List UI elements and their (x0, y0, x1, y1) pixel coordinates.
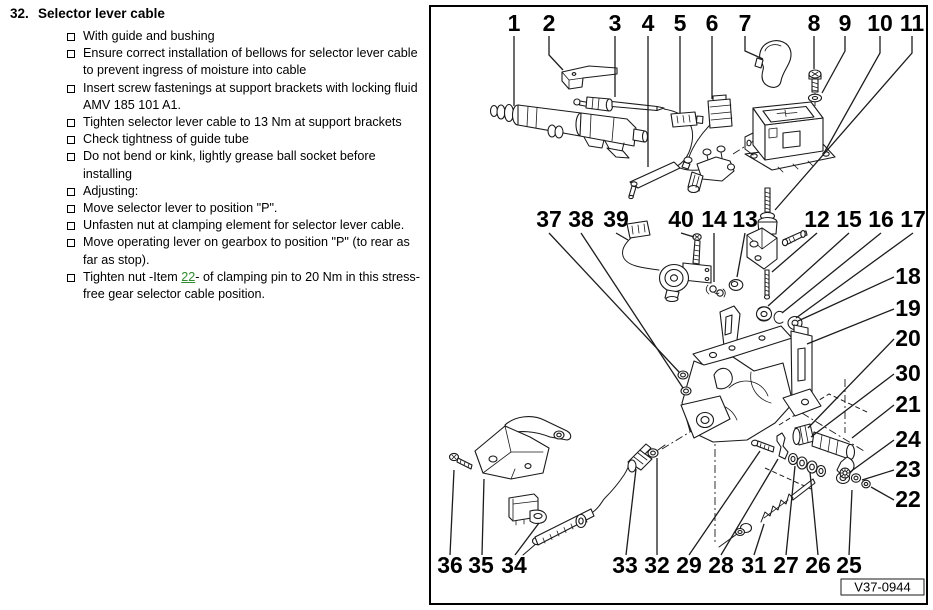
steering-column-drawing (491, 105, 648, 159)
bullet-item (10, 217, 424, 234)
bullet-item (10, 269, 424, 303)
bullet-square-icon (67, 33, 75, 41)
leader-line-38 (581, 233, 683, 388)
callout-27: 27 (773, 552, 799, 578)
leader-line-36 (450, 470, 454, 555)
callout-6: 6 (705, 10, 719, 36)
section-title: Selector lever cable (38, 6, 165, 21)
leader-line-19 (807, 309, 894, 344)
leader-line-23 (862, 470, 894, 480)
leader-line-35 (482, 479, 484, 555)
callout-20: 20 (895, 325, 921, 351)
callout-32: 32 (644, 552, 670, 578)
bullet-text: Tighten selector lever cable to 13 Nm at support brackets (83, 115, 402, 130)
bullet-item (10, 148, 424, 182)
callout-18: 18 (895, 263, 921, 289)
leader-line-10 (824, 36, 880, 153)
section-number: 32. (10, 6, 29, 21)
screw8-washer9-drawing (809, 70, 822, 102)
leader-line-21 (852, 405, 894, 438)
bullet-text-pre: Tighten nut -Item (83, 269, 182, 284)
leader-line-16 (782, 233, 881, 313)
callout-16: 16 (868, 206, 894, 232)
figure-code-box (841, 579, 924, 595)
callout-38: 38 (568, 206, 594, 232)
callout-26: 26 (805, 552, 831, 578)
bullet-square-icon (67, 239, 75, 247)
callout-19: 19 (895, 295, 921, 321)
callout-17: 17 (900, 206, 926, 232)
diagram-panel (429, 5, 928, 605)
bullet-text: Move operating lever on gearbox to position "P" (to rear as far as stop). (83, 235, 410, 267)
callout-8: 8 (807, 10, 821, 36)
bullet-text-post: - of clamping pin to 20 Nm in this stress-free gear selector cable position. (83, 269, 420, 302)
shift-knob-drawing (755, 41, 791, 88)
leader-line-22 (871, 487, 894, 500)
mounting-bracket-drawing (678, 306, 821, 442)
callout-23: 23 (895, 456, 921, 482)
callout-1: 1 (507, 10, 521, 36)
bullet-square-icon (67, 85, 75, 93)
callout-29: 29 (676, 552, 702, 578)
bullet-text: Move selector lever to position "P". (83, 201, 278, 216)
bullet-text (83, 269, 423, 303)
callout-2: 2 (542, 10, 556, 36)
bullet-square-icon (67, 205, 75, 213)
callout-10: 10 (867, 10, 893, 36)
leader-line-2 (549, 36, 563, 70)
callout-31: 31 (741, 552, 767, 578)
leader-line-9 (822, 36, 845, 93)
rod-drawing (574, 97, 664, 111)
support-bracket-drawing (450, 417, 571, 479)
leader-line-40 (681, 233, 694, 237)
callout-36: 36 (437, 552, 463, 578)
item-22-link[interactable]: 22 (181, 269, 196, 284)
bullet-square-icon (67, 136, 75, 144)
bullet-item (10, 80, 424, 114)
instructions-panel (10, 5, 424, 303)
bullet-item (10, 200, 424, 217)
bullet-square-icon (67, 188, 75, 196)
callout-39: 39 (603, 206, 629, 232)
callout-24: 24 (895, 426, 921, 452)
leader-line-13 (737, 233, 745, 277)
callout-12: 12 (804, 206, 830, 232)
bullet-square-icon (67, 274, 75, 282)
fastener-set-drawing (840, 468, 870, 488)
rubber-stop-drawing (509, 494, 546, 525)
connector5-drawing (671, 112, 703, 127)
bell-crank-drawing (688, 146, 735, 193)
callout-13: 13 (732, 206, 758, 232)
bullet-item (10, 183, 424, 200)
callout-21: 21 (895, 391, 921, 417)
shifter-housing-drawing (745, 102, 835, 172)
bullet-item (10, 45, 424, 79)
section-heading (10, 5, 424, 22)
callout-35: 35 (468, 552, 494, 578)
bullet-text: Insert screw fastenings at support brackets with locking fluid AMV 185 101 A1. (83, 80, 418, 112)
leader-line-29 (689, 451, 760, 555)
callout-11: 11 (899, 10, 925, 36)
callout-3: 3 (608, 10, 622, 36)
bullet-item (10, 28, 424, 45)
exploded-diagram-svg (431, 7, 926, 603)
callout-15: 15 (836, 206, 862, 232)
leader-line-39 (616, 233, 628, 240)
callout-25: 25 (836, 552, 862, 578)
callout-30: 30 (895, 360, 921, 386)
leader-line-28 (721, 459, 778, 555)
leader-line-33 (626, 469, 636, 555)
bullet-list (10, 28, 424, 303)
bullet-item (10, 131, 424, 148)
callout-40: 40 (668, 206, 694, 232)
callout-4: 4 (641, 10, 655, 36)
bracket-drawing (562, 66, 617, 89)
bullet-text: Check tightness of guide tube (83, 132, 249, 147)
callout-14: 14 (701, 206, 727, 232)
callout-37: 37 (536, 206, 562, 232)
bullet-square-icon (67, 222, 75, 230)
callout-28: 28 (708, 552, 734, 578)
bullet-text: Unfasten nut at clamping element for selector lever cable. (83, 218, 405, 233)
callout-22: 22 (895, 486, 921, 512)
bullet-square-icon (67, 119, 75, 127)
bullet-item (10, 234, 424, 268)
bullet-text: Do not bend or kink, lightly grease ball socket before installing (83, 149, 376, 181)
bullet-text: Ensure correct installation of bellows for selector lever cable to prevent ingress of moisture into cable (83, 46, 418, 78)
callout-layer (437, 10, 926, 578)
leader-line-24 (850, 440, 894, 472)
selector-lever-drawing (747, 188, 807, 299)
leader-line-30 (811, 374, 894, 437)
bullet-item (10, 114, 424, 131)
figure-code: V37-0944 (854, 579, 911, 595)
bullet-square-icon (67, 50, 75, 58)
bullet-square-icon (67, 153, 75, 161)
bullet-text: Adjusting: (83, 183, 139, 198)
callout-9: 9 (838, 10, 852, 36)
callout-34: 34 (501, 552, 527, 578)
callout-33: 33 (612, 552, 638, 578)
leader-line-31 (754, 524, 764, 555)
bullet-text: With guide and bushing (83, 29, 215, 43)
connector6-drawing (682, 95, 732, 169)
callout-5: 5 (673, 10, 687, 36)
callout-7: 7 (738, 10, 752, 36)
leader-line-25 (849, 490, 852, 555)
